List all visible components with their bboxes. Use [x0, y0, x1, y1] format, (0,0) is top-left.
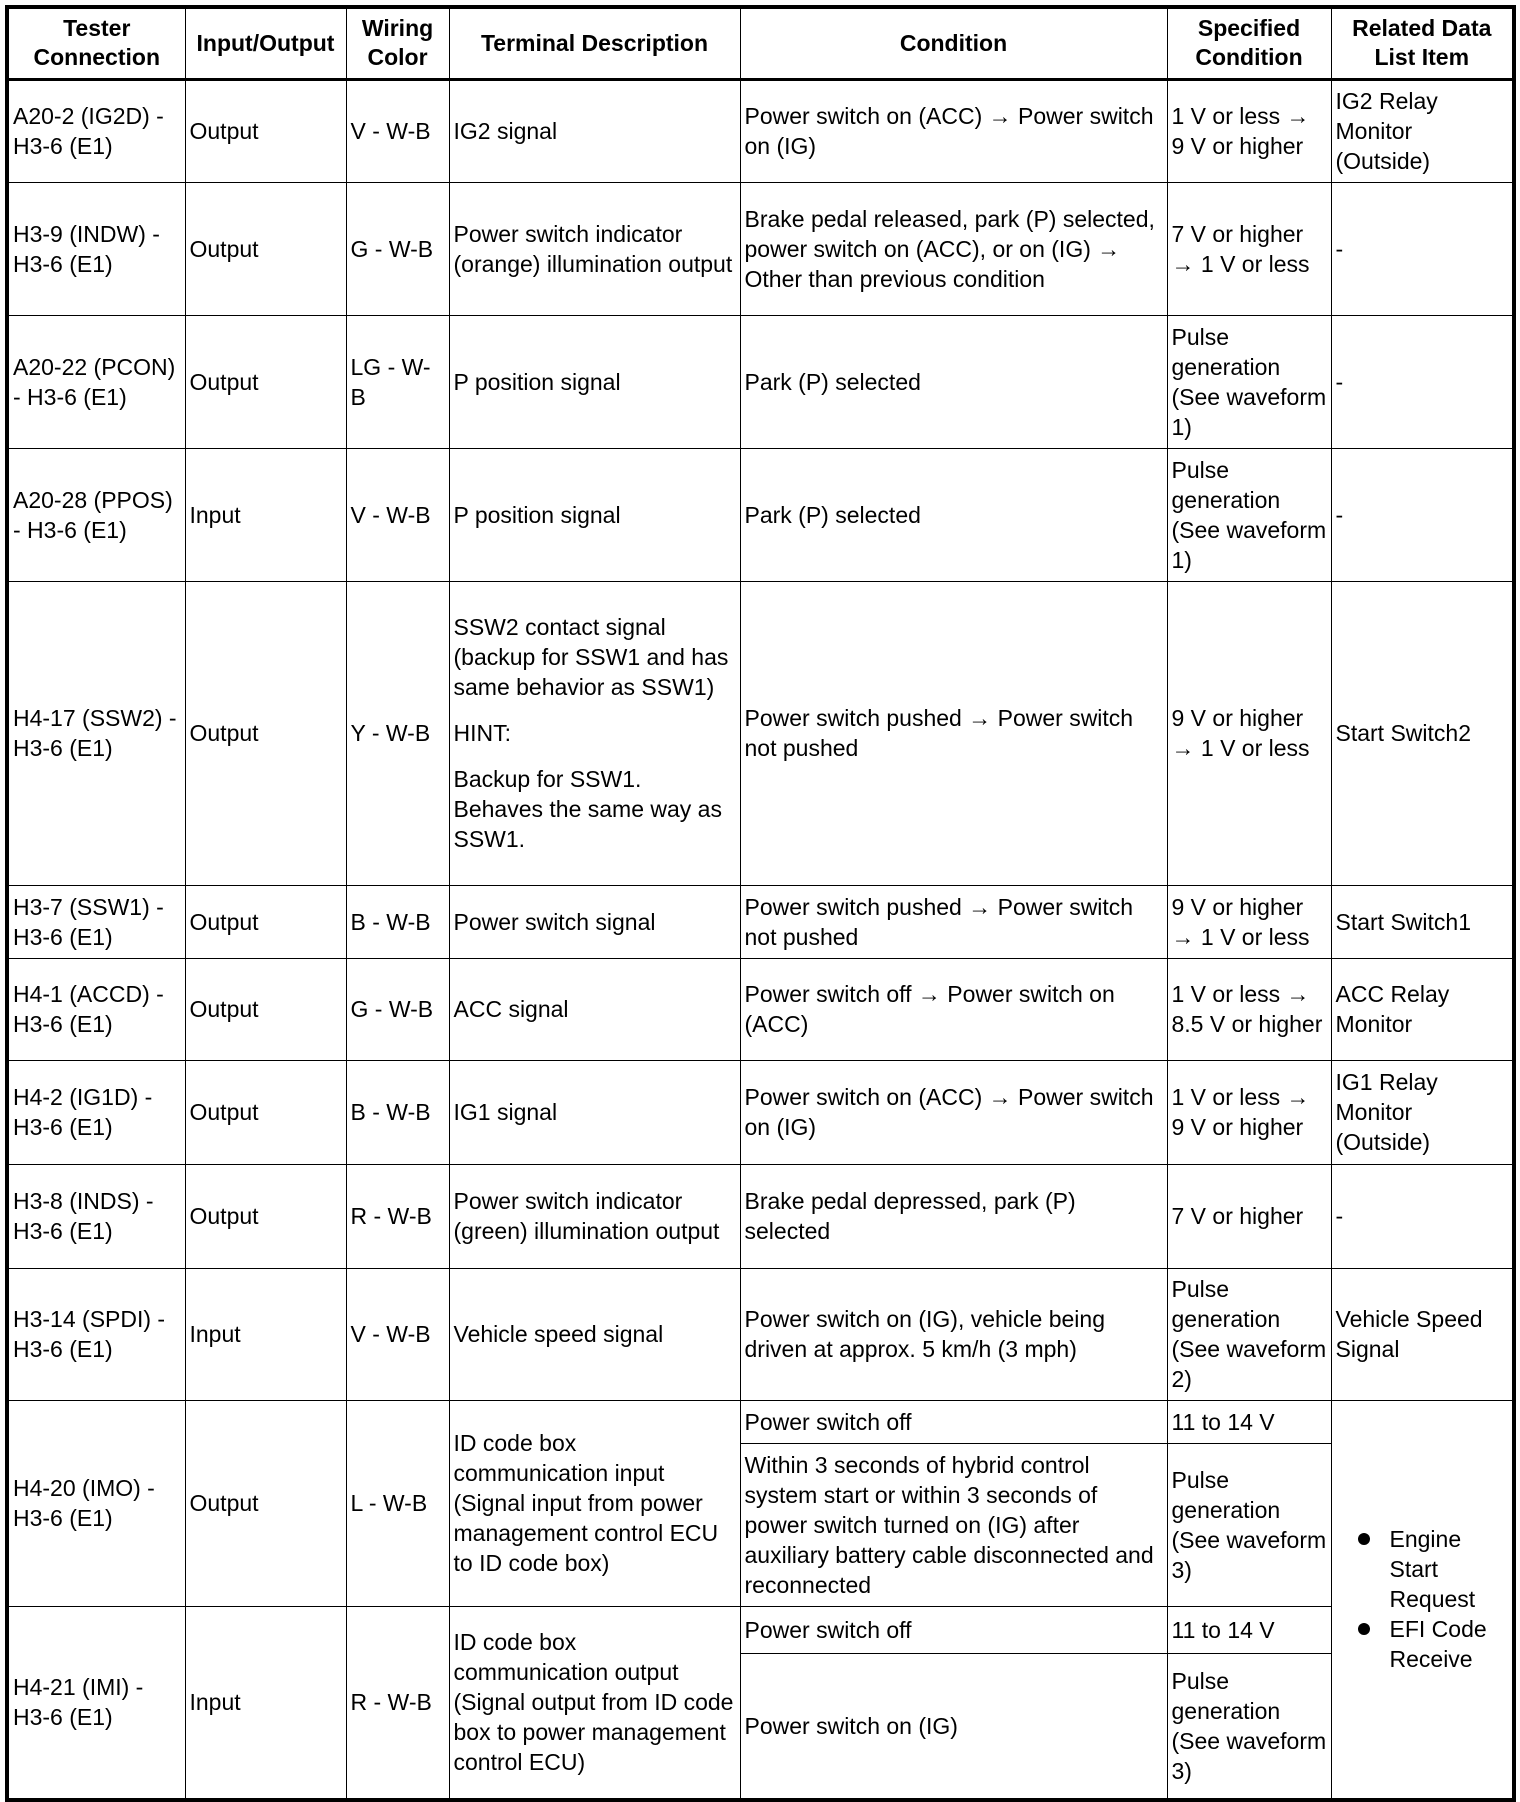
description-paragraph: ID code box communication output (Signal output from ID code box to power management control ECU): [453, 1629, 734, 1776]
wiring-color: B - W-B: [346, 1060, 449, 1164]
condition: Brake pedal released, park (P) selected, power switch on (ACC), or on (IG) → Other than previous condition: [740, 182, 1167, 315]
related-data-list-item: Vehicle Speed Signal: [1331, 1268, 1514, 1400]
related-data-list-item: ACC Relay Monitor: [1331, 958, 1514, 1060]
input-output: Output: [185, 581, 346, 885]
related-data-list-item: [1331, 1400, 1514, 1800]
specified-condition: 7 V or higher: [1167, 1164, 1331, 1268]
table-row: [7, 1400, 1514, 1443]
input-output: Output: [185, 79, 346, 182]
description-paragraph: HINT:: [453, 720, 511, 746]
terminal-description: [449, 1606, 740, 1800]
condition: Power switch pushed → Power switch not pushed: [740, 885, 1167, 958]
specified-condition: 7 V or higher → 1 V or less: [1167, 182, 1331, 315]
description-paragraph: Power switch indicator (orange) illumination output: [453, 220, 733, 277]
description-paragraph: P position signal: [453, 368, 621, 395]
wiring-color: V - W-B: [346, 79, 449, 182]
related-data-bullet-item: EFI Code Receive: [1358, 1614, 1509, 1674]
table-row: [7, 1606, 1514, 1653]
table-row: [7, 581, 1514, 885]
wiring-color: LG - W-B: [346, 315, 449, 448]
description-paragraph: Vehicle speed signal: [453, 1321, 664, 1347]
terminal-description: [449, 182, 740, 315]
table-row: [7, 448, 1514, 581]
input-output: Output: [185, 885, 346, 958]
input-output: Output: [185, 1164, 346, 1268]
wiring-color: V - W-B: [346, 448, 449, 581]
tester-connection: H3-8 (INDS) - H3-6 (E1): [7, 1164, 185, 1268]
specified-condition: 1 V or less → 9 V or higher: [1167, 79, 1331, 182]
condition: Power switch pushed → Power switch not pushed: [740, 581, 1167, 885]
tester-connection: H4-20 (IMO) - H3-6 (E1): [7, 1400, 185, 1606]
related-data-list-item: -: [1331, 315, 1514, 448]
description-paragraph: ID code box communication input (Signal input from power management control ECU to ID code box): [453, 1430, 719, 1576]
terminal-description: [449, 79, 740, 182]
wiring-color: R - W-B: [346, 1606, 449, 1800]
terminal-description: [449, 581, 740, 885]
specified-condition: Pulse generation (See waveform 3): [1167, 1653, 1331, 1800]
wiring-color: R - W-B: [346, 1164, 449, 1268]
terminal-inspection-table: [5, 5, 1516, 1802]
terminal-description: [449, 1060, 740, 1164]
header-condition: Condition: [740, 7, 1167, 79]
description-paragraph: IG2 signal: [453, 118, 558, 144]
input-output: Input: [185, 1268, 346, 1400]
header-wiring-color: Wiring Color: [346, 7, 449, 79]
terminal-description: [449, 958, 740, 1060]
tester-connection: H4-2 (IG1D) - H3-6 (E1): [7, 1060, 185, 1164]
description-paragraph: SSW2 contact signal (backup for SSW1 and has same behavior as SSW1): [453, 614, 729, 700]
condition: Power switch off → Power switch on (ACC): [740, 958, 1167, 1060]
related-data-list-item: -: [1331, 448, 1514, 581]
tester-connection: H3-9 (INDW) - H3-6 (E1): [7, 182, 185, 315]
terminal-description: [449, 1268, 740, 1400]
tester-connection: A20-28 (PPOS) - H3-6 (E1): [7, 448, 185, 581]
wiring-color: Y - W-B: [346, 581, 449, 885]
description-paragraph: ACC signal: [453, 996, 569, 1022]
tester-connection: H4-21 (IMI) - H3-6 (E1): [7, 1606, 185, 1800]
terminal-description: [449, 1400, 740, 1606]
related-data-bullet-item: Engine Start Request: [1358, 1524, 1509, 1614]
description-paragraph: IG1 signal: [453, 1099, 558, 1125]
specified-condition: Pulse generation (See waveform 1): [1167, 448, 1331, 581]
condition: Power switch on (ACC) → Power switch on (IG): [740, 79, 1167, 182]
table-body: [7, 79, 1514, 1800]
tester-connection: H3-7 (SSW1) - H3-6 (E1): [7, 885, 185, 958]
condition: Park (P) selected: [740, 315, 1167, 448]
input-output: Input: [185, 448, 346, 581]
tester-connection: A20-2 (IG2D) - H3-6 (E1): [7, 79, 185, 182]
tester-connection: A20-22 (PCON) - H3-6 (E1): [7, 315, 185, 448]
header-tester-connection: Tester Connection: [7, 7, 185, 79]
wiring-color: G - W-B: [346, 958, 449, 1060]
description-paragraph: Backup for SSW1. Behaves the same way as SSW1.: [453, 766, 722, 852]
table-row: [7, 885, 1514, 958]
related-data-list-item: IG1 Relay Monitor (Outside): [1331, 1060, 1514, 1164]
condition: Brake pedal depressed, park (P) selected: [740, 1164, 1167, 1268]
tester-connection: H4-17 (SSW2) - H3-6 (E1): [7, 581, 185, 885]
condition: Within 3 seconds of hybrid control system start or within 3 seconds of power switch turned on (IG) after auxiliary battery cable disconnected and reconnected: [740, 1443, 1167, 1606]
description-paragraph: Power switch signal: [453, 908, 656, 935]
description-paragraph: P position signal: [453, 501, 621, 528]
condition: Power switch on (IG), vehicle being driven at approx. 5 km/h (3 mph): [740, 1268, 1167, 1400]
wiring-color: B - W-B: [346, 885, 449, 958]
condition: Power switch off: [740, 1400, 1167, 1443]
specified-condition: 11 to 14 V: [1167, 1606, 1331, 1653]
input-output: Output: [185, 1060, 346, 1164]
specified-condition: Pulse generation (See waveform 3): [1167, 1443, 1331, 1606]
input-output: Output: [185, 315, 346, 448]
input-output: Output: [185, 1400, 346, 1606]
specified-condition: Pulse generation (See waveform 1): [1167, 315, 1331, 448]
related-data-list-item: -: [1331, 182, 1514, 315]
table-row: [7, 79, 1514, 182]
related-data-list-item: -: [1331, 1164, 1514, 1268]
specified-condition: 1 V or less → 9 V or higher: [1167, 1060, 1331, 1164]
table-row: [7, 1164, 1514, 1268]
header-terminal-description: Terminal Description: [449, 7, 740, 79]
input-output: Output: [185, 958, 346, 1060]
specified-condition: 9 V or higher → 1 V or less: [1167, 581, 1331, 885]
header-input-output: Input/Output: [185, 7, 346, 79]
table-row: [7, 182, 1514, 315]
table-row: [7, 1060, 1514, 1164]
related-data-list-item: Start Switch1: [1331, 885, 1514, 958]
table-row: [7, 315, 1514, 448]
input-output: Output: [185, 182, 346, 315]
table-row: [7, 1268, 1514, 1400]
specified-condition: 11 to 14 V: [1167, 1400, 1331, 1443]
wiring-color: L - W-B: [346, 1400, 449, 1606]
terminal-description: [449, 315, 740, 448]
header-specified-condition: Specified Condition: [1167, 7, 1331, 79]
wiring-color: V - W-B: [346, 1268, 449, 1400]
condition: Power switch on (ACC) → Power switch on (IG): [740, 1060, 1167, 1164]
header-row: [7, 7, 1514, 79]
specified-condition: 1 V or less → 8.5 V or higher: [1167, 958, 1331, 1060]
table-row: [7, 958, 1514, 1060]
specified-condition: 9 V or higher → 1 V or less: [1167, 885, 1331, 958]
description-paragraph: Power switch indicator (green) illumination output: [453, 1188, 720, 1244]
specified-condition: Pulse generation (See waveform 2): [1167, 1268, 1331, 1400]
terminal-description: [449, 885, 740, 958]
condition: Power switch off: [740, 1606, 1167, 1653]
related-data-list-item: IG2 Relay Monitor (Outside): [1331, 79, 1514, 182]
related-data-list-item: Start Switch2: [1331, 581, 1514, 885]
input-output: Input: [185, 1606, 346, 1800]
header-related-data-list-item: Related Data List Item: [1331, 7, 1514, 79]
condition: Park (P) selected: [740, 448, 1167, 581]
wiring-color: G - W-B: [346, 182, 449, 315]
condition: Power switch on (IG): [740, 1653, 1167, 1800]
terminal-description: [449, 448, 740, 581]
tester-connection: H4-1 (ACCD) - H3-6 (E1): [7, 958, 185, 1060]
tester-connection: H3-14 (SPDI) - H3-6 (E1): [7, 1268, 185, 1400]
related-data-list: [1336, 1524, 1509, 1674]
terminal-description: [449, 1164, 740, 1268]
